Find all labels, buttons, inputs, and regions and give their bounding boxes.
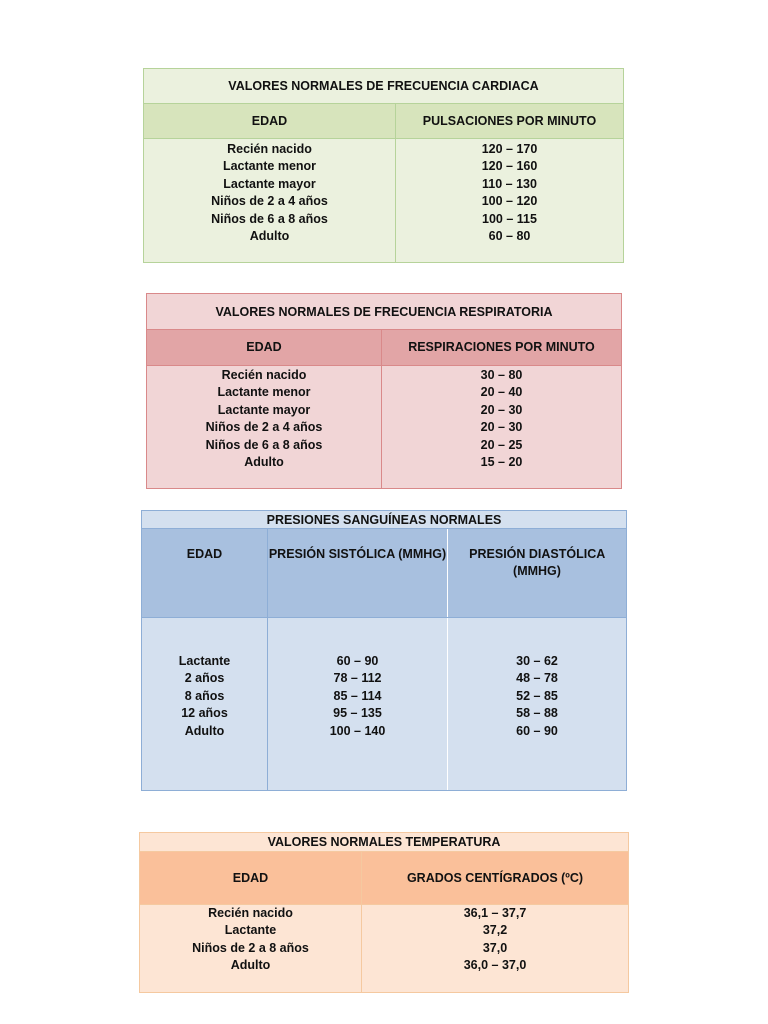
table-cell: 37,0: [482, 940, 508, 955]
table-cell: Niños de 6 a 8 años: [205, 437, 323, 452]
table-cell: Adulto: [249, 229, 290, 244]
table-cell: 60 – 90: [516, 723, 558, 738]
table-cell: 100 – 120: [481, 194, 538, 209]
table-cell: Niños de 2 a 4 años: [205, 420, 323, 435]
table-body: [142, 618, 626, 790]
table-cell: Lactante mayor: [217, 402, 311, 417]
table-cell: 20 – 40: [480, 385, 523, 400]
age-column: [140, 905, 362, 992]
table-title: PRESIONES SANGUÍNEAS NORMALES: [142, 511, 626, 529]
table-title: VALORES NORMALES TEMPERATURA: [140, 833, 628, 852]
respiratory-rate-table: [146, 293, 622, 489]
column-header-age: EDAD: [140, 852, 362, 904]
header-line: (MMHG): [513, 564, 561, 578]
table-header-row: [147, 330, 621, 366]
table-cell: 100 – 115: [482, 211, 537, 226]
blood-pressure-table: [141, 510, 627, 791]
table-cell: 120 – 160: [481, 159, 538, 174]
table-cell: 20 – 30: [480, 402, 523, 417]
table-cell: Lactante: [224, 923, 277, 938]
table-cell: 20 – 30: [480, 420, 523, 435]
table-cell: 15 – 20: [480, 455, 523, 470]
table-cell: Adulto: [230, 958, 271, 973]
header-line: PRESIÓN DIASTÓLICA: [469, 547, 605, 561]
table-body: [144, 139, 623, 262]
table-cell: Recién nacido: [208, 906, 293, 920]
column-header-age: EDAD: [144, 104, 396, 138]
table-cell: Niños de 2 a 8 años: [192, 940, 309, 955]
pulse-column: [396, 139, 623, 262]
table-cell: 30 – 80: [480, 368, 523, 382]
table-cell: 2 años: [184, 671, 225, 686]
table-cell: 78 – 112: [333, 671, 382, 686]
column-header-systolic: [268, 529, 448, 617]
column-header-pulse: PULSACIONES POR MINUTO: [422, 113, 597, 128]
table-cell: 100 – 140: [329, 723, 386, 738]
table-cell: Niños de 6 a 8 años: [211, 211, 328, 226]
table-body: [147, 366, 621, 488]
systolic-column: [268, 618, 448, 790]
age-column: [144, 139, 396, 262]
table-cell: Adulto: [184, 723, 225, 738]
table-title: VALORES NORMALES DE FRECUENCIA RESPIRATORIA: [147, 294, 621, 330]
table-title: VALORES NORMALES DE FRECUENCIA CARDIACA: [144, 69, 623, 104]
table-cell: 20 – 25: [480, 437, 523, 452]
header-line: PRESIÓN SISTÓLICA: [268, 547, 395, 561]
diastolic-column: [448, 618, 626, 790]
table-cell: 110 – 130: [482, 176, 537, 191]
table-cell: Recién nacido: [227, 142, 312, 156]
table-cell: Lactante menor: [217, 385, 311, 400]
table-cell: 60 – 90: [336, 654, 379, 668]
table-cell: Lactante: [178, 654, 231, 668]
table-cell: 85 – 114: [333, 688, 382, 703]
age-column: [142, 618, 268, 790]
table-cell: 52 – 85: [516, 688, 558, 703]
column-header-degrees: GRADOS CENTÍGRADOS (ºC): [406, 870, 584, 885]
table-cell: Lactante mayor: [223, 176, 316, 191]
column-header-age: EDAD: [142, 529, 268, 617]
table-cell: 37,2: [482, 923, 508, 938]
header-line: (MMHG): [398, 547, 447, 561]
column-header-diastolic: [448, 529, 626, 617]
column-header-age: EDAD: [147, 330, 382, 365]
table-cell: 36,1 – 37,7: [463, 906, 527, 920]
table-body: [140, 905, 628, 992]
degrees-column: [362, 905, 628, 992]
table-cell: 95 – 135: [333, 706, 382, 721]
table-cell: 48 – 78: [516, 671, 558, 686]
column-header-respirations: RESPIRACIONES POR MINUTO: [408, 340, 595, 354]
table-cell: 120 – 170: [481, 142, 538, 156]
table-cell: 12 años: [181, 706, 228, 721]
table-header-row: [140, 852, 628, 905]
table-cell: 8 años: [184, 688, 225, 703]
table-cell: 30 – 62: [516, 654, 558, 668]
age-column: [147, 366, 382, 488]
table-header-row: [144, 104, 623, 139]
heart-rate-table: [143, 68, 624, 263]
table-cell: Recién nacido: [221, 368, 307, 382]
table-cell: 60 – 80: [488, 229, 531, 244]
table-cell: Niños de 2 a 4 años: [211, 194, 328, 209]
table-cell: Lactante menor: [222, 159, 317, 174]
table-cell: Adulto: [244, 455, 284, 470]
table-cell: 36,0 – 37,0: [463, 958, 527, 973]
temperature-table: [139, 832, 629, 993]
table-cell: 58 – 88: [516, 706, 558, 721]
table-header-row: [142, 529, 626, 618]
respirations-column: [382, 366, 621, 488]
